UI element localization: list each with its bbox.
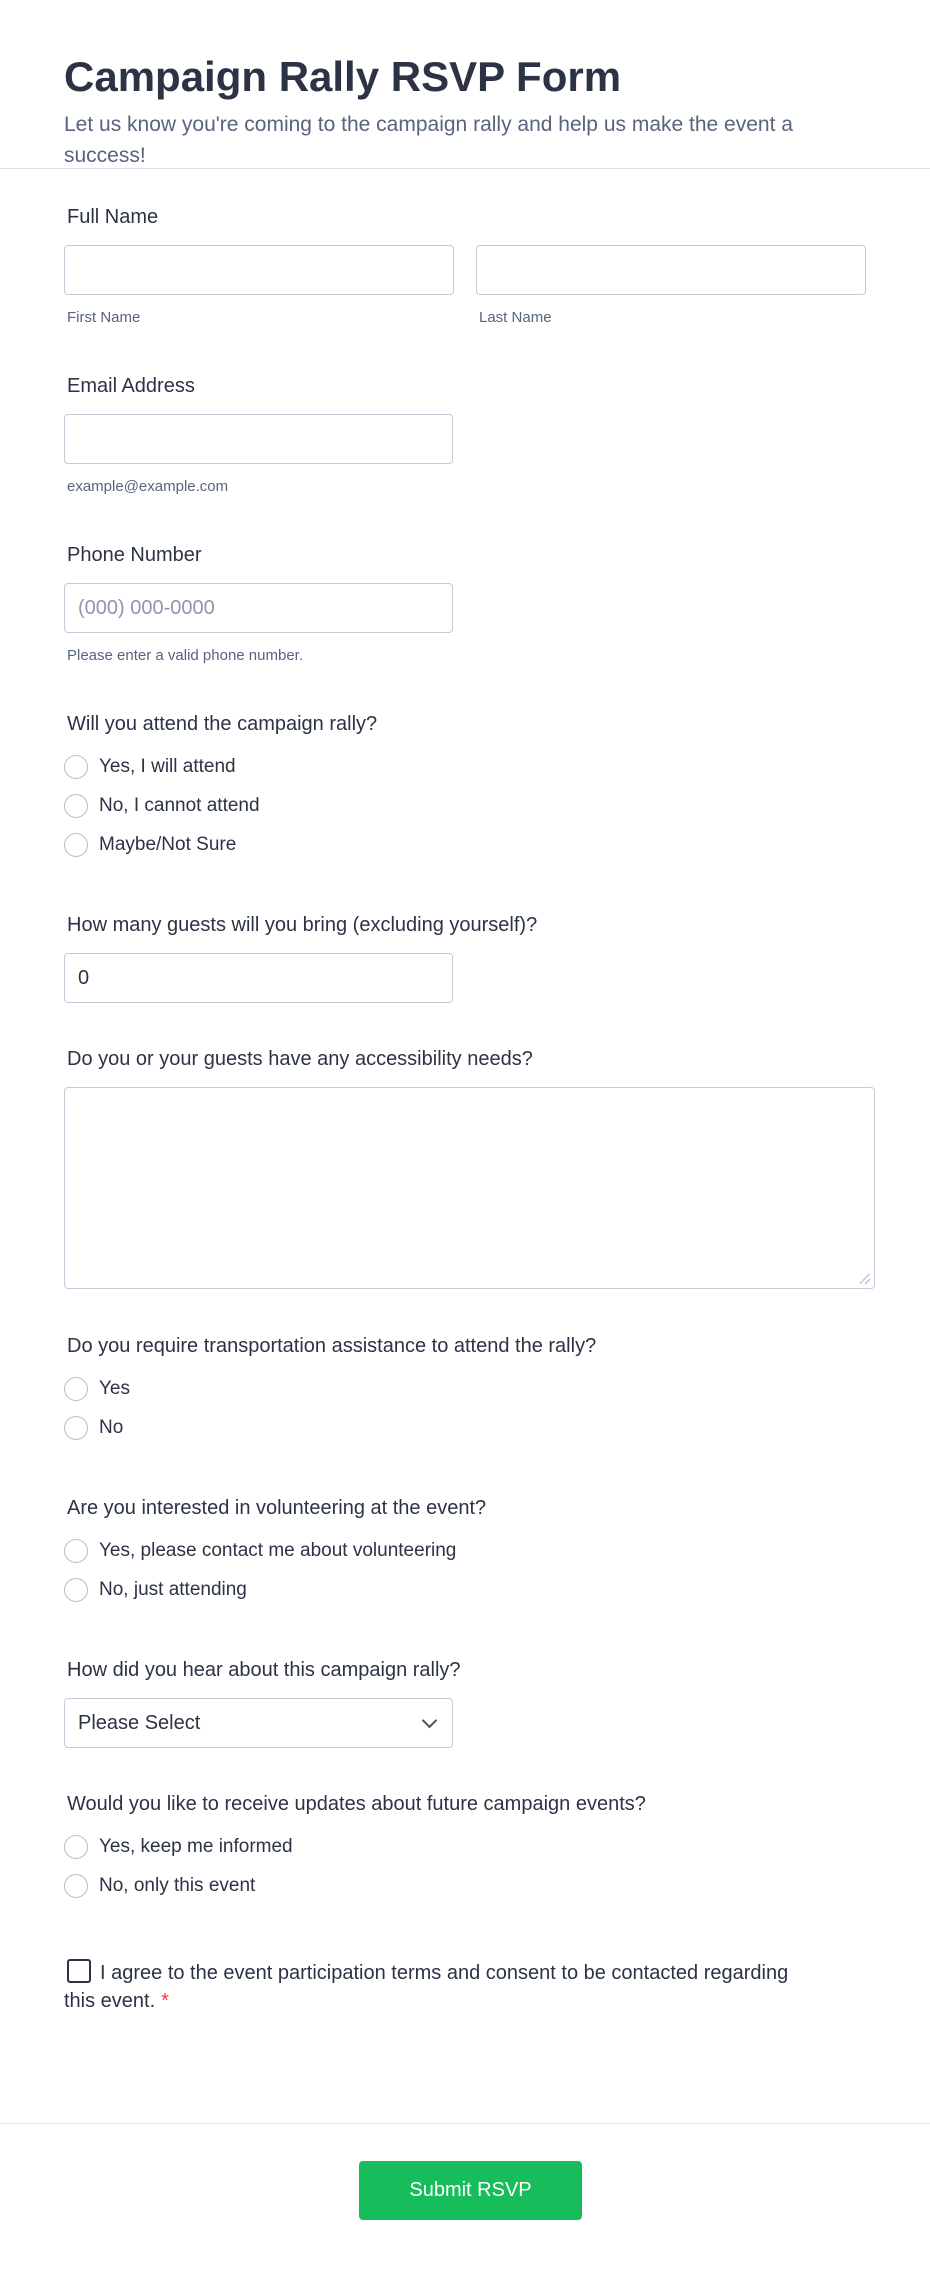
email-label: Email Address <box>67 375 195 397</box>
accessibility-textarea[interactable] <box>64 1087 875 1289</box>
accessibility-label: Do you or your guests have any accessibility needs? <box>67 1048 533 1070</box>
transport-option-no[interactable] <box>64 1408 866 1447</box>
terms-section <box>64 1959 794 2015</box>
volunteer-option-label: Yes, please contact me about volunteering <box>99 1539 457 1561</box>
email-input[interactable] <box>64 414 453 464</box>
radio-circle-icon[interactable] <box>64 1377 88 1401</box>
guests-count-input[interactable] <box>64 953 453 1003</box>
first-name-input[interactable] <box>64 245 454 295</box>
updates-section <box>64 1792 866 1905</box>
radio-circle-icon[interactable] <box>64 1416 88 1440</box>
last-name-col <box>476 245 866 327</box>
transport-label: Do you require transportation assistance to attend the rally? <box>67 1335 597 1357</box>
attend-section <box>64 712 866 864</box>
attend-option-label: Yes, I will attend <box>99 755 236 777</box>
volunteer-option-no[interactable] <box>64 1570 866 1609</box>
transport-option-label: No <box>99 1416 124 1438</box>
volunteer-label: Are you interested in volunteering at the event? <box>67 1497 487 1519</box>
source-section <box>64 1658 866 1748</box>
updates-option-label: No, only this event <box>99 1874 256 1896</box>
source-label: How did you hear about this campaign rally? <box>67 1659 461 1681</box>
page-subtitle: Let us know you're coming to the campaign rally and help us make the event a success! <box>64 113 793 167</box>
chevron-down-icon <box>422 1712 438 1728</box>
full-name-section <box>64 205 866 327</box>
first-name-sublabel: First Name <box>67 309 141 326</box>
guests-label: How many guests will you bring (excluding yourself)? <box>67 914 538 936</box>
phone-label: Phone Number <box>67 544 202 566</box>
phone-sublabel: Please enter a valid phone number. <box>67 647 303 664</box>
guests-section <box>64 913 866 1003</box>
volunteer-option-yes[interactable] <box>64 1531 866 1570</box>
email-section <box>64 374 866 496</box>
transport-section <box>64 1334 866 1447</box>
source-selected-value: Please Select <box>78 1711 201 1734</box>
attend-option-maybe[interactable] <box>64 825 866 864</box>
attend-option-label: No, I cannot attend <box>99 794 260 816</box>
terms-checkbox[interactable] <box>67 1959 91 1983</box>
last-name-input[interactable] <box>476 245 866 295</box>
submit-rsvp-button[interactable]: Submit RSVP <box>359 2161 582 2220</box>
transport-option-yes[interactable] <box>64 1369 866 1408</box>
transport-option-label: Yes <box>99 1377 130 1399</box>
full-name-row <box>64 245 866 327</box>
radio-circle-icon[interactable] <box>64 755 88 779</box>
transport-options <box>64 1369 866 1447</box>
radio-circle-icon[interactable] <box>64 1835 88 1859</box>
source-select[interactable] <box>64 1698 453 1748</box>
radio-circle-icon[interactable] <box>64 1578 88 1602</box>
attend-option-no[interactable] <box>64 786 866 825</box>
rsvp-form <box>0 205 930 2015</box>
attend-options <box>64 747 866 864</box>
volunteer-options <box>64 1531 866 1609</box>
volunteer-option-label: No, just attending <box>99 1578 247 1600</box>
phone-input[interactable] <box>64 583 453 633</box>
radio-circle-icon[interactable] <box>64 1539 88 1563</box>
terms-text: I agree to the event participation terms and consent to be contacted regarding this event. <box>64 1962 789 2012</box>
radio-circle-icon[interactable] <box>64 833 88 857</box>
updates-option-label: Yes, keep me informed <box>99 1835 293 1857</box>
updates-option-no[interactable] <box>64 1866 866 1905</box>
full-name-label: Full Name <box>67 206 159 228</box>
radio-circle-icon[interactable] <box>64 794 88 818</box>
first-name-col <box>64 245 454 327</box>
form-header <box>0 0 930 168</box>
page-title: Campaign Rally RSVP Form <box>64 53 622 100</box>
updates-label: Would you like to receive updates about future campaign events? <box>67 1793 646 1815</box>
updates-option-yes[interactable] <box>64 1827 866 1866</box>
phone-section <box>64 543 866 665</box>
attend-label: Will you attend the campaign rally? <box>67 713 378 735</box>
footer-divider <box>0 2123 930 2124</box>
attend-option-label: Maybe/Not Sure <box>99 833 237 855</box>
resize-grip-icon[interactable] <box>860 1274 870 1284</box>
accessibility-section <box>64 1047 866 1289</box>
last-name-sublabel: Last Name <box>479 309 552 326</box>
required-mark: * <box>161 1990 169 2012</box>
volunteer-section <box>64 1496 866 1609</box>
radio-circle-icon[interactable] <box>64 1874 88 1898</box>
attend-option-yes[interactable] <box>64 747 866 786</box>
email-sublabel: example@example.com <box>67 478 229 495</box>
updates-options <box>64 1827 866 1905</box>
